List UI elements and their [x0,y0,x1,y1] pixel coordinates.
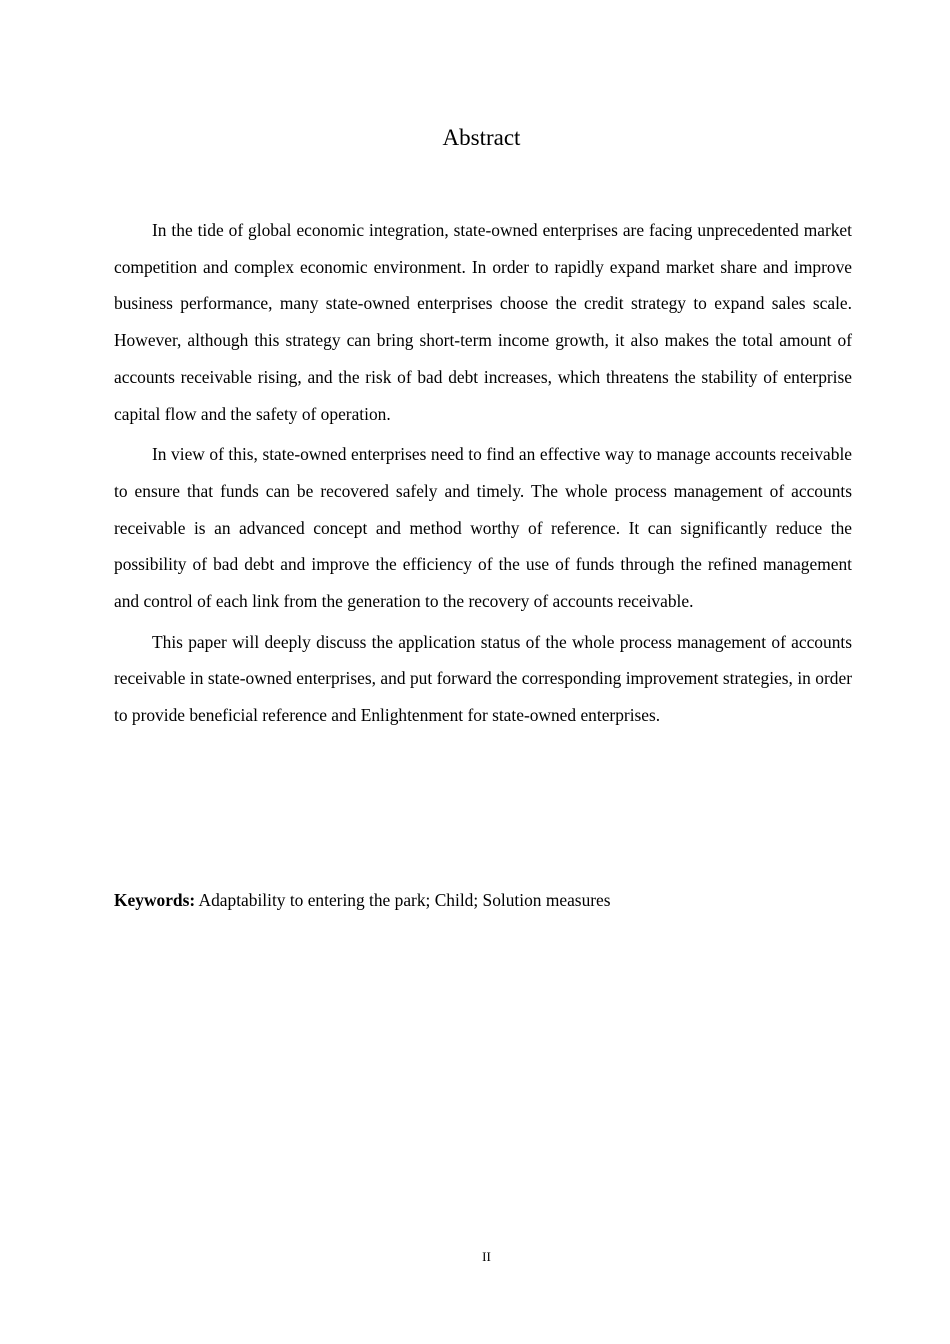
page-number: II [482,1249,491,1264]
keywords-line [114,885,852,915]
page-title: Abstract [442,125,521,150]
abstract-body [114,212,852,738]
abstract-paragraph: In view of this, state-owned enterprises need to find an effective way to manage accounts receivable to ensure that funds can be recovered safely and timely. The whole process management of accounts receivable is an advanced concept and method worthy of reference. It can significantly reduce the possibility of bad debt and improve the efficiency of the use of funds through the refined management and control of each link from the generation to the recovery of accounts receivable. [114,444,852,612]
abstract-paragraph: In the tide of global economic integration, state-owned enterprises are facing unprecedented market competition and complex economic environment. In order to rapidly expand market share and improve business performance, many state-owned enterprises choose the credit strategy to expand sales scale. However, although this strategy can bring short-term income growth, it also makes the total amount of accounts receivable rising, and the risk of bad debt increases, which threatens the stability of enterprise capital flow and the safety of operation. [114,220,852,424]
abstract-paragraph: This paper will deeply discuss the application status of the whole process management of accounts receivable in state-owned enterprises, and put forward the corresponding improvement strategies, in order to provide beneficial reference and Enlightenment for state-owned enterprises. [114,631,852,726]
keywords-text: Adaptability to entering the park; Child; Solution measures [198,890,611,910]
keywords-label: Keywords: [114,890,196,910]
